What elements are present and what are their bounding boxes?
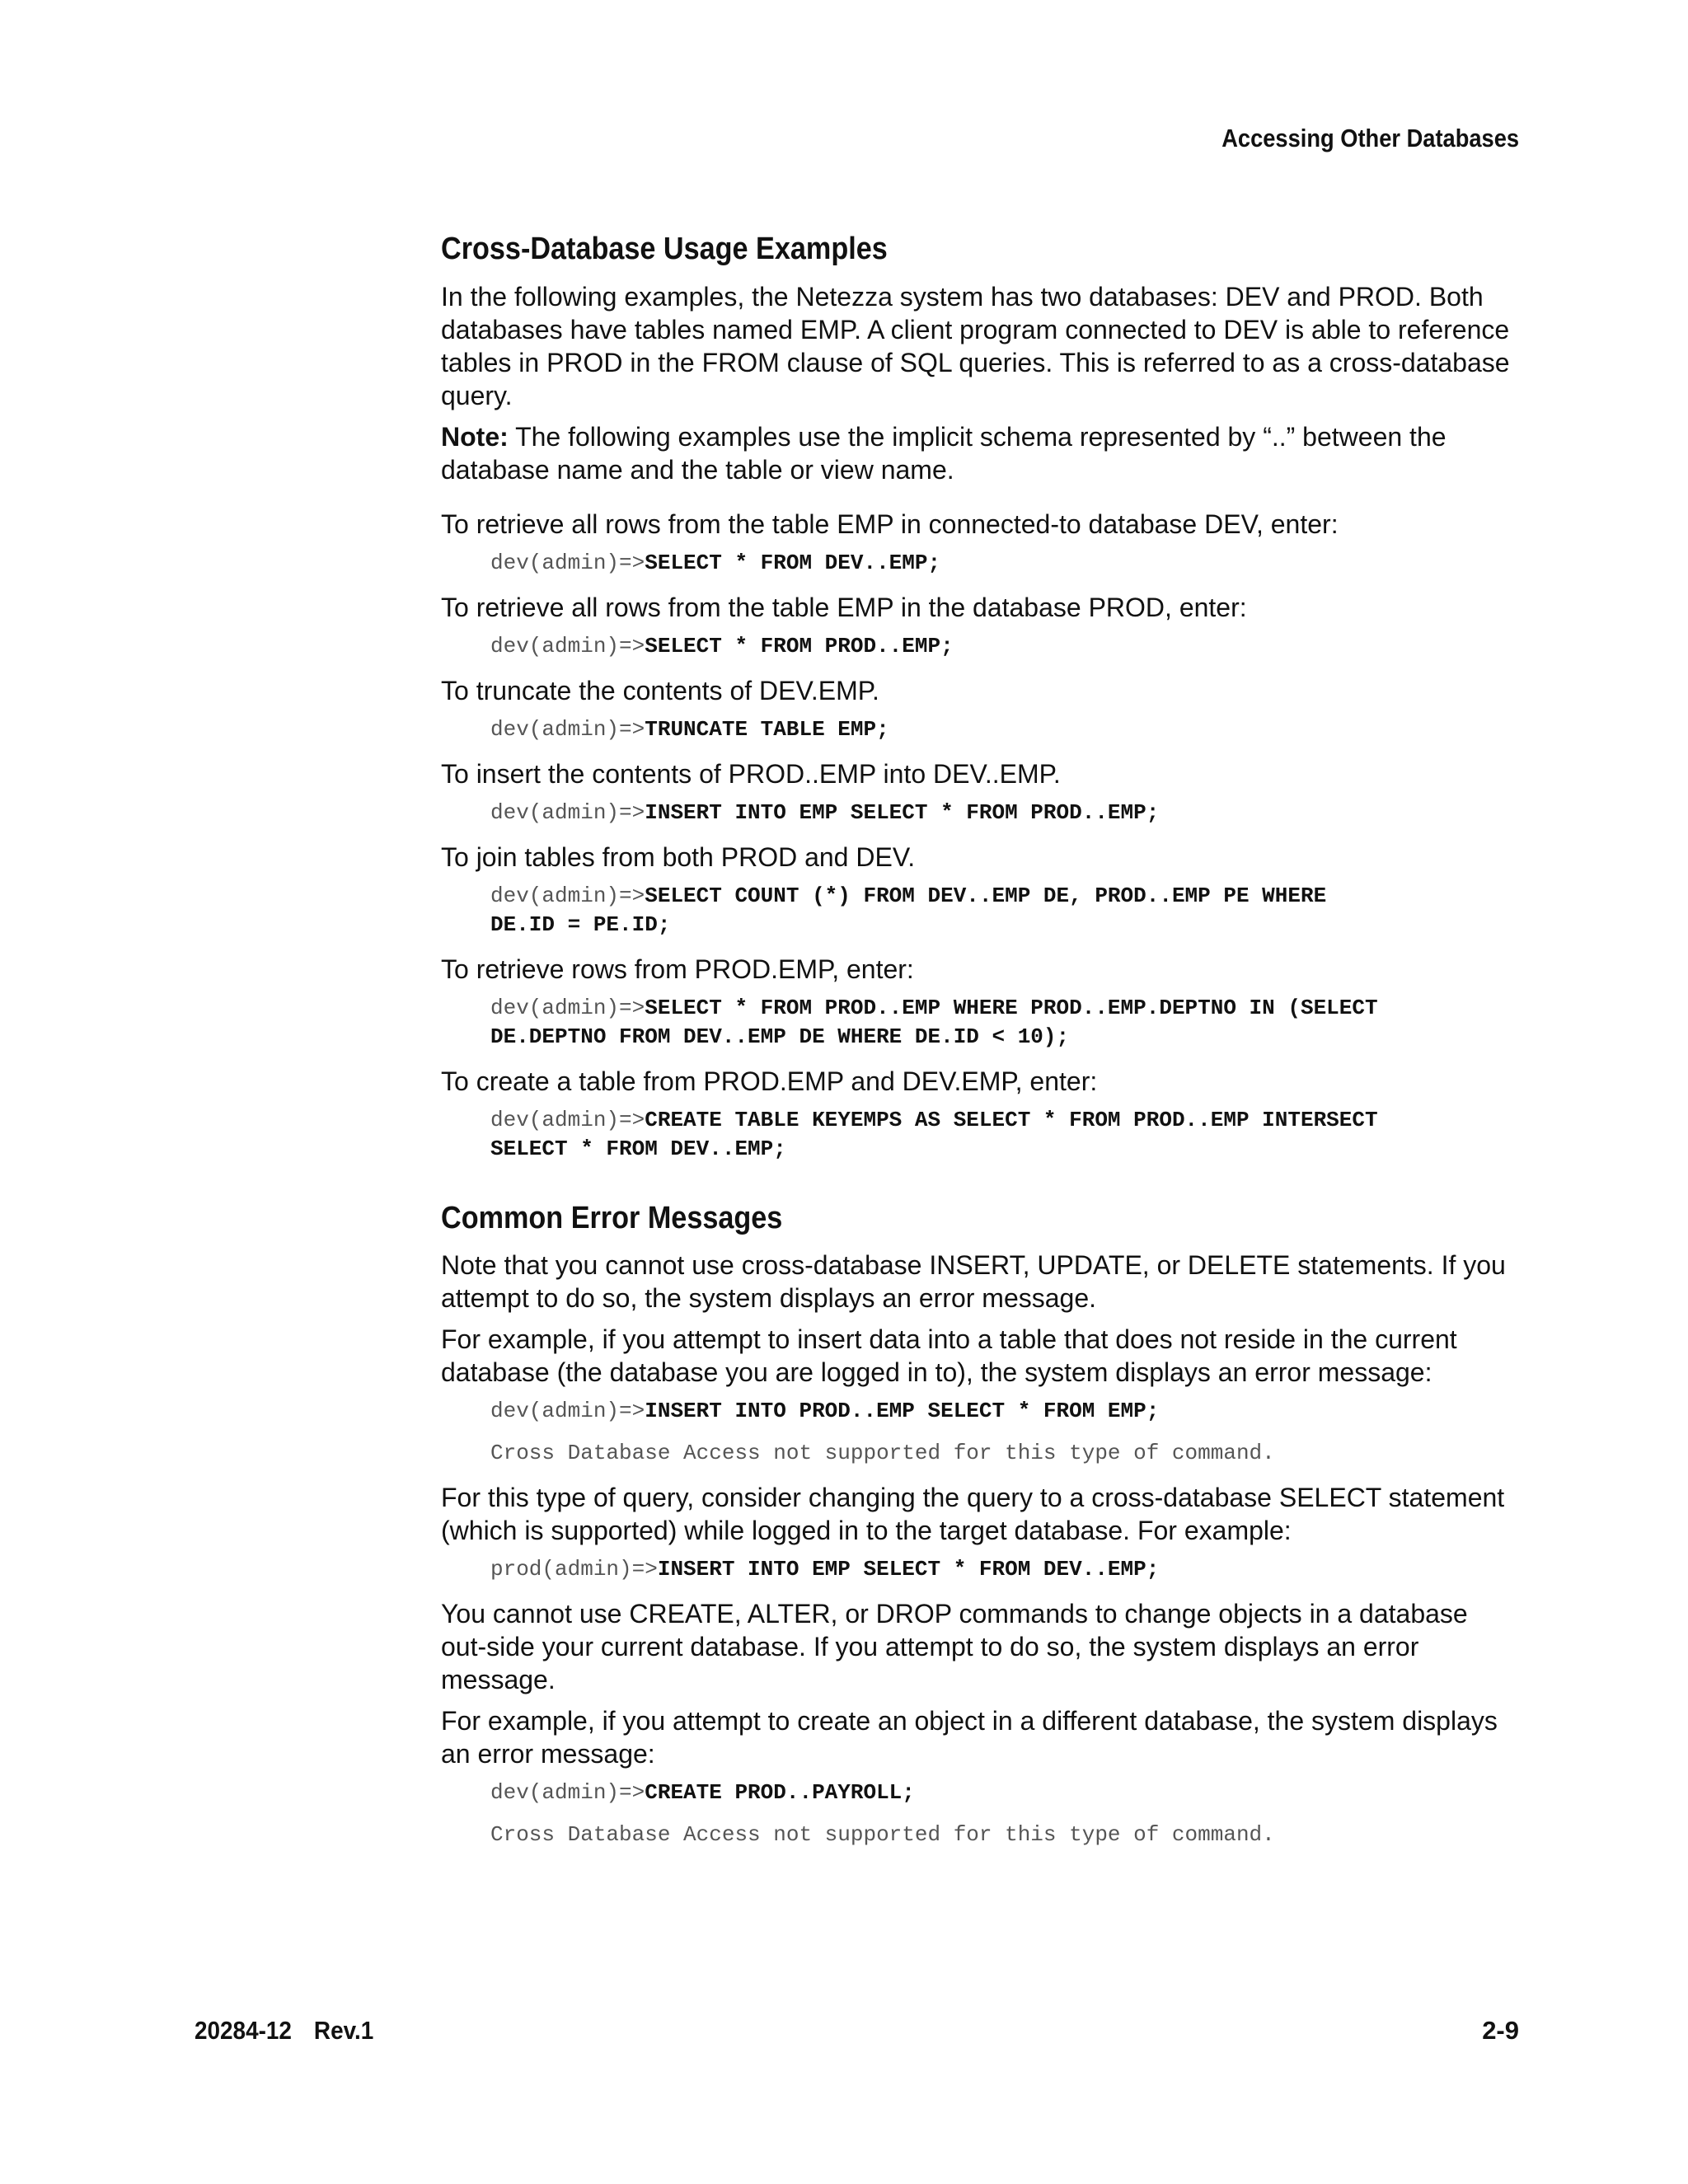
code-example: [490, 549, 1519, 578]
sql-statement: SELECT COUNT (*) FROM DEV..EMP DE, PROD..EMP PE WHERE: [645, 883, 1327, 908]
command-prompt: dev(admin)=>: [490, 716, 645, 742]
sql-statement: INSERT INTO EMP SELECT * FROM DEV..EMP;: [657, 1557, 1160, 1582]
sql-statement-continuation: SELECT * FROM DEV..EMP;: [490, 1136, 786, 1161]
sql-statement: SELECT * FROM DEV..EMP;: [645, 550, 941, 575]
note-text: The following examples use the implicit schema represented by “..” between the database name and the table or view name.: [441, 421, 1447, 485]
note-label: Note:: [441, 421, 509, 452]
code-example: [490, 715, 1519, 744]
page-content: [441, 231, 1519, 1863]
command-prompt: dev(admin)=>: [490, 633, 645, 658]
command-prompt: dev(admin)=>: [490, 883, 645, 908]
error-output: [490, 1821, 1519, 1849]
revision: Rev.1: [313, 2016, 374, 2045]
code-example: [490, 1779, 1519, 1807]
example-description: To retrieve all rows from the table EMP in connected-to database DEV, enter:: [441, 509, 1339, 539]
example-description: To create a table from PROD.EMP and DEV.EMP, enter:: [441, 1066, 1098, 1096]
example-description: To insert the contents of PROD..EMP into DEV..EMP.: [441, 758, 1061, 789]
sql-statement-continuation: DE.ID = PE.ID;: [490, 912, 671, 937]
command-prompt: dev(admin)=>: [490, 1780, 645, 1806]
command-prompt: dev(admin)=>: [490, 1107, 645, 1132]
doc-number: 20284-12: [195, 2016, 292, 2045]
sql-statement: INSERT INTO PROD..EMP SELECT * FROM EMP;: [645, 1399, 1160, 1424]
command-prompt: dev(admin)=>: [490, 1399, 645, 1424]
sql-statement: SELECT * FROM PROD..EMP;: [645, 633, 954, 658]
code-example: [490, 632, 1519, 661]
sql-statement: CREATE PROD..PAYROLL;: [645, 1780, 915, 1806]
body-paragraph: For this type of query, consider changing the query to a cross-database SELECT statement (which is supported) while logged in to the target database. For example:: [441, 1483, 1505, 1546]
command-prompt: dev(admin)=>: [490, 550, 645, 575]
sql-statement-continuation: DE.DEPTNO FROM DEV..EMP DE WHERE DE.ID < 10);: [490, 1024, 1070, 1049]
body-paragraph: For example, if you attempt to insert data into a table that does not reside in the current database (the database you are logged in to), the system displays an error message:: [441, 1324, 1457, 1388]
sql-statement: SELECT * FROM PROD..EMP WHERE PROD..EMP.DEPTNO IN (SELECT: [645, 995, 1378, 1020]
error-output: [490, 1439, 1519, 1468]
command-prompt: prod(admin)=>: [490, 1557, 658, 1582]
example-description: To join tables from both PROD and DEV.: [441, 841, 916, 872]
section-heading-cross-database: Cross-Database Usage Examples: [441, 232, 888, 266]
code-example: [490, 799, 1519, 827]
body-paragraph: You cannot use CREATE, ALTER, or DROP commands to change objects in a database out-side your current database. If you attempt to do so, the system displays an error message.: [441, 1599, 1468, 1695]
note-paragraph: [441, 420, 1519, 486]
error-message: Cross Database Access not supported for this type of command.: [490, 1822, 1275, 1848]
sql-statement: CREATE TABLE KEYEMPS AS SELECT * FROM PROD..EMP INTERSECT: [645, 1107, 1378, 1132]
code-example: [490, 1397, 1519, 1426]
body-paragraph: For example, if you attempt to create an object in a different database, the system displays an error message:: [441, 1706, 1498, 1769]
example-description: To retrieve rows from PROD.EMP, enter:: [441, 954, 914, 984]
section-heading-error-messages: Common Error Messages: [441, 1200, 783, 1235]
code-example: [490, 1106, 1519, 1164]
example-description: To retrieve all rows from the table EMP in the database PROD, enter:: [441, 592, 1247, 622]
example-description: To truncate the contents of DEV.EMP.: [441, 675, 879, 705]
code-example: [490, 882, 1519, 940]
sql-statement: TRUNCATE TABLE EMP;: [645, 716, 889, 742]
error-message: Cross Database Access not supported for this type of command.: [490, 1441, 1275, 1466]
command-prompt: dev(admin)=>: [490, 995, 645, 1020]
intro-paragraph: In the following examples, the Netezza system has two databases: DEV and PROD. Both databases have tables named EMP. A client program connected to DEV is able to reference tables in PROD in the FROM clause of SQL queries. This is referred to as a cross-database query.: [441, 281, 1510, 410]
command-prompt: dev(admin)=>: [490, 799, 645, 825]
footer-doc-info: [195, 2016, 373, 2046]
body-paragraph: Note that you cannot use cross-database INSERT, UPDATE, or DELETE statements. If you attempt to do so, the system displays an error message.: [441, 1250, 1506, 1314]
code-example: [490, 994, 1519, 1052]
code-example: [490, 1555, 1519, 1584]
sql-statement: INSERT INTO EMP SELECT * FROM PROD..EMP;: [645, 799, 1160, 825]
running-header: Accessing Other Databases: [1221, 124, 1519, 152]
page-number: 2-9: [1482, 2016, 1519, 2045]
